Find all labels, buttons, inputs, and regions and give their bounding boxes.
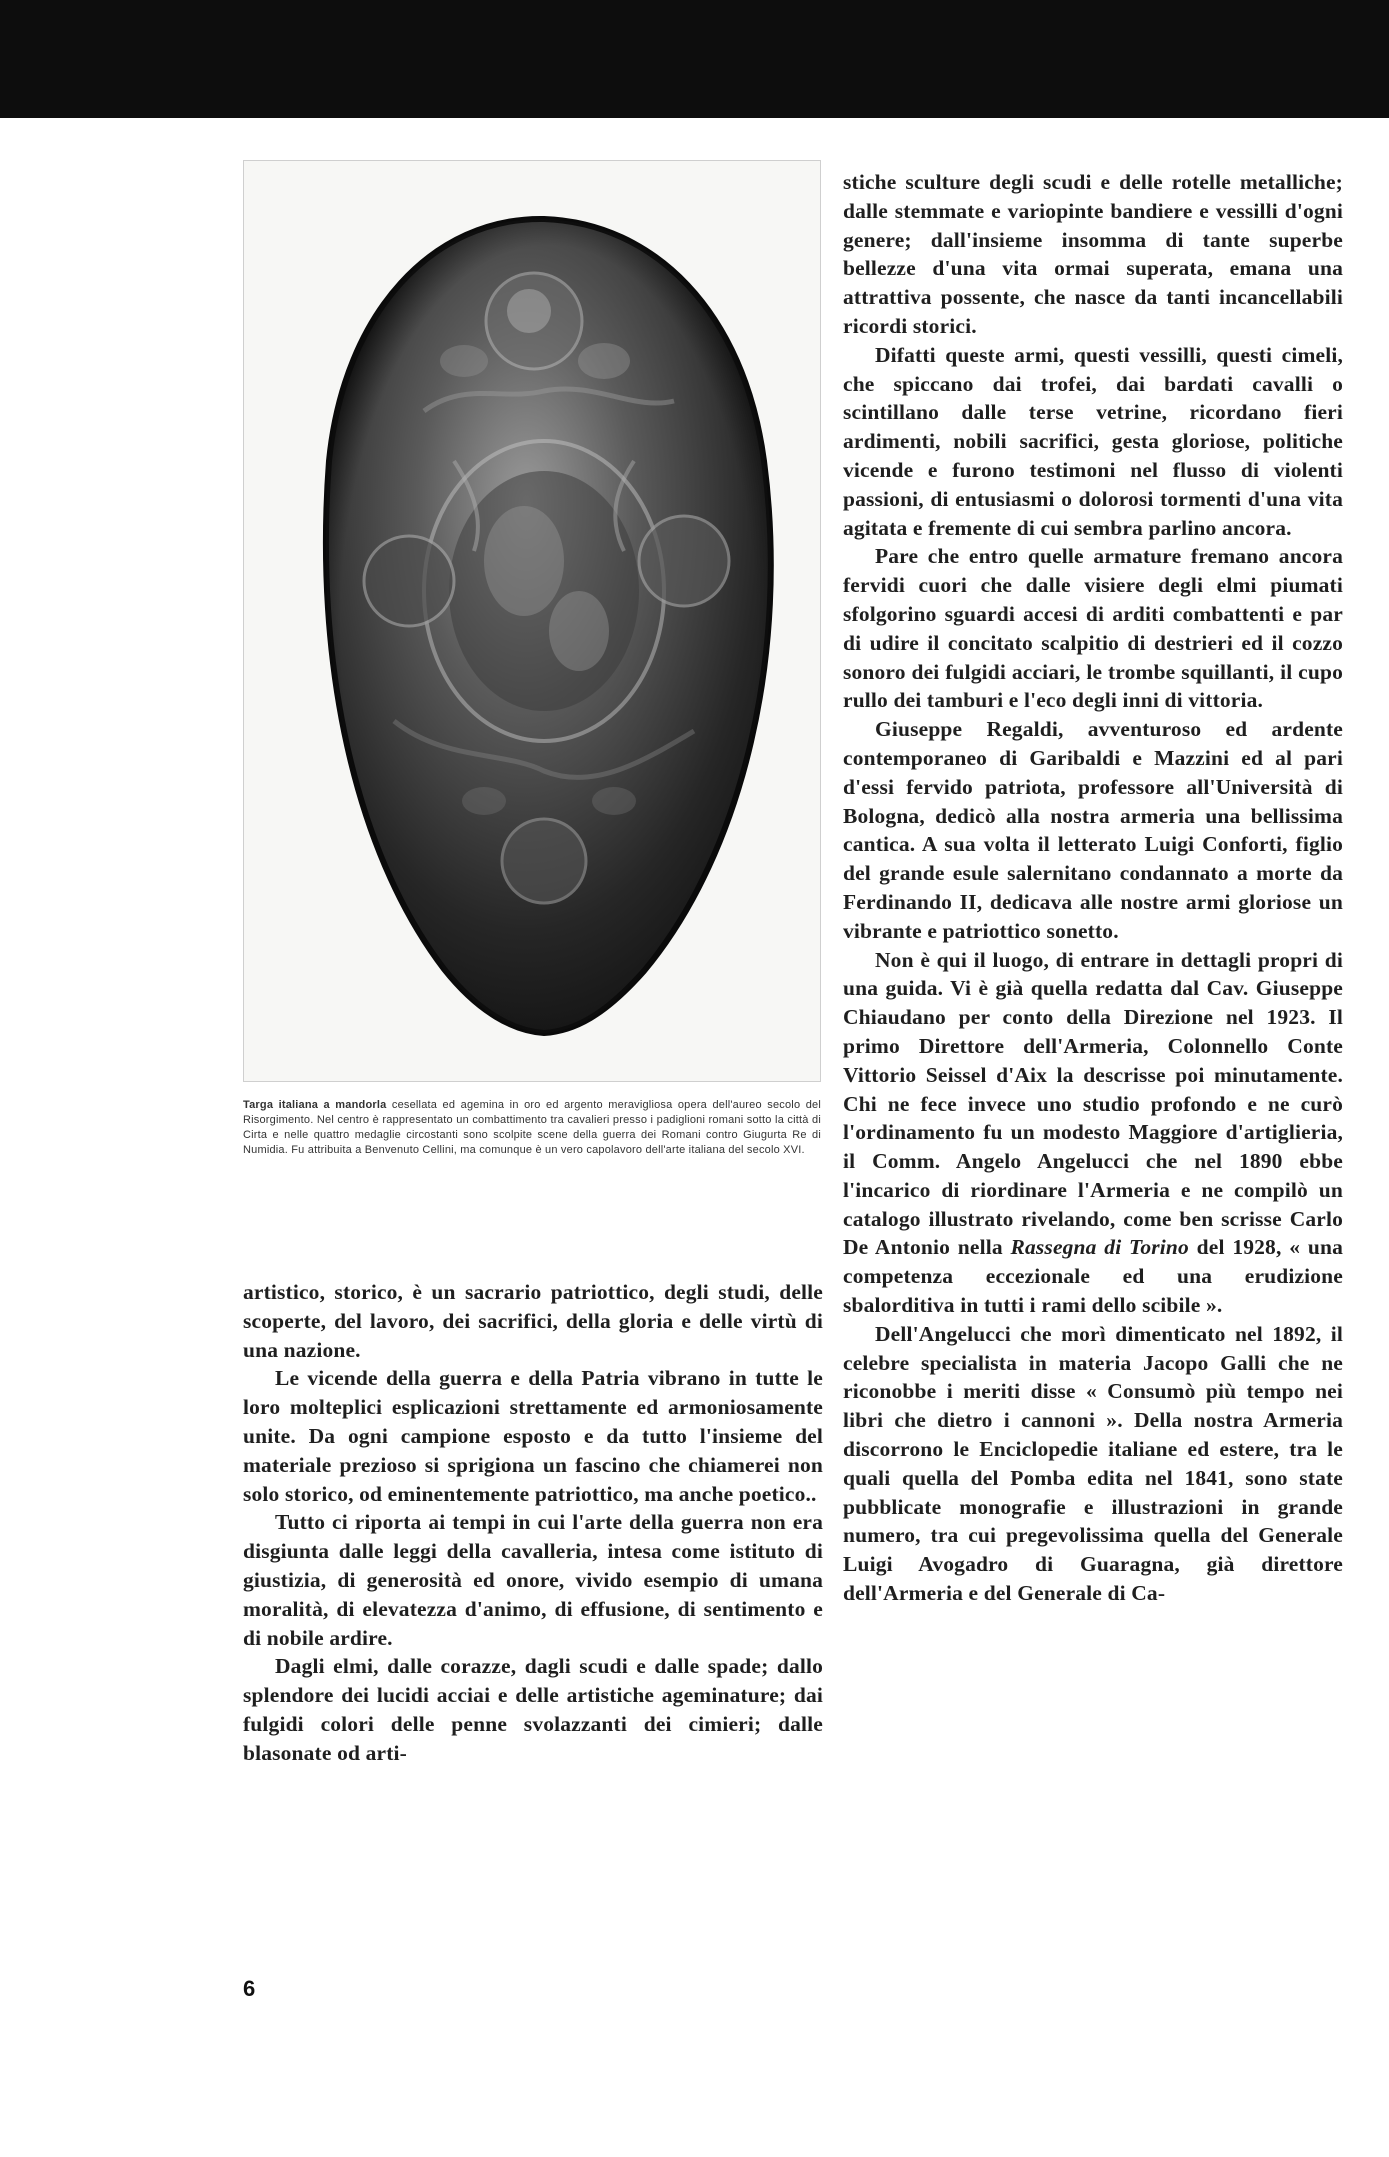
medallion-bottom [502, 819, 586, 903]
top-black-band [0, 0, 1389, 118]
figure-caption [243, 1098, 821, 1158]
rassegna-title: Rassegna di Torino [1010, 1235, 1189, 1260]
caption-text: cesellata ed agemina in oro ed argento meravigliosa opera dell'aureo secolo del Risorgimento. Nel centro è rappresentato un combattimento tra cavalieri presso i padiglioni romani sotto la città di Cirta e nelle quattro medaglie circostanti sono scolpite scene della guerra dei Romani contro Giugurta Re di Numidia. Fu attribuita a Benvenuto Cellini, ma comunque è un vero capolavoro dell'arte italiana del secolo XVI. [243, 1099, 821, 1156]
medallion-right [639, 516, 729, 606]
left-paragraph-1: artistico, storico, è un sacrario patriottico, degli studi, delle scoperte, del lavoro, dei sacrifici, della gloria e delle virtù di una nazione. [243, 1280, 823, 1362]
right-paragraph-4: Giuseppe Regaldi, avventuroso ed ardente contemporaneo di Garibaldi e Mazzini ed al pari d'essi fervido patriota, professore all'Università di Bologna, dedicò alla nostra armeria una bellissima cantica. A sua volta il letterato Luigi Conforti, figlio del grande esule salernitano condannato a morte da Ferdinando II, dedicava alle nostre armi gloriose un vibrante e patriottico sonetto. [843, 717, 1343, 943]
left-paragraph-4: Dagli elmi, dalle corazze, dagli scudi e dalle spade; dallo splendore dei lucidi acciai e delle artistiche ageminature; dai fulgidi colori delle penne svolazzanti dei cimieri; dalle blasonate od arti- [243, 1654, 823, 1765]
right-paragraph-5-tail: del 1928, « una competenza eccezionale ed una erudizione sbalorditiva in tutti i rami dello scibile ». [843, 1235, 1343, 1318]
left-column-text [243, 1278, 823, 1768]
left-paragraph-3: Tutto ci riporta ai tempi in cui l'arte della guerra non era disgiunta dalle leggi della cavalleria, intesa come istituto di giustizia, di generosità ed onore, vivido esempio di umana moralità, di elevatezza d'animo, di effusione, di sentimento e di nobile ardire. [243, 1510, 823, 1650]
right-paragraph-5 [843, 946, 1343, 1320]
caption-title: Targa italiana a mandorla [243, 1099, 387, 1111]
medallion-left [364, 536, 454, 626]
left-paragraph-2: Le vicende della guerra e della Patria vibrano in tutte le loro molteplici esplicazioni strettamente ed armoniosamente unite. Da ogni campione esposto e da tutto l'insieme del materiale prezioso si sprigiona un fascino che chiamerei non solo storico, od eminentemente patriottico, ma anche poetico.. [243, 1366, 823, 1506]
right-paragraph-6: Dell'Angelucci che morì dimenticato nel 1892, il celebre specialista in materia Jacopo Galli che ne riconobbe i meriti disse « Consumò più tempo nei libri che dietro i cannoni ». Della nostra Armeria discorrono le Enciclopedie italiane ed estere, tra le quali quella del Pomba edita nel 1841, sono state pubblicate monografie e illustrazioni in grande numero, tra cui pregevolissima quella del Generale Luigi Avogadro di Guaragna, già direttore dell'Armeria e del Generale di Ca- [843, 1321, 1343, 1606]
right-paragraph-1: stiche sculture degli scudi e delle rotelle metalliche; dalle stemmate e variopinte bandiere e vessilli d'ogni genere; dall'insieme insomma di tante superbe bellezze d'una vita ormai superata, emana una attrattiva possente, che nasce da tanti incancellabili ricordi storici. [843, 170, 1343, 338]
left-column-figure [243, 160, 823, 1158]
right-column-text [843, 168, 1343, 1608]
shield-photograph [243, 160, 821, 1082]
page-number: 6 [243, 1976, 256, 2001]
right-paragraph-3: Pare che entro quelle armature fremano ancora fervidi cuori che dalle visiere degli elmi piumati sfolgorino sguardi accesi di arditi combattenti e par di udire il concitato scalpitio di destrieri ed il cozzo sonoro dei fulgidi acciari, le trombe squillanti, il cupo rullo dei tamburi e l'eco degli inni di vittoria. [843, 544, 1343, 713]
right-paragraph-2: Difatti queste armi, questi vessilli, questi cimeli, che spiccano dai trofei, dai bardati cavalli o scintillano dalle terse vetrine, ricordano fieri ardimenti, nobili sacrifici, gesta gloriose, politiche vicende e furono testimoni nel flusso di violenti passioni, di entusiasmi o dolorosi tormenti d'una vita agitata e fremente di cui sembra parlino ancora. [843, 342, 1343, 540]
right-paragraph-5-text: Non è qui il luogo, di entrare in dettagli propri di una guida. Vi è già quella redatta dal Cav. Giuseppe Chiaudano per conto della Direzione nel 1923. Il primo Direttore dell'Armeria, Colonnello Conte Vittorio Seissel d'Aix la descrisse poi minutamente. Chi ne fece invece uno studio profondo e ne curò l'ordinamento fu un modesto Maggiore d'artiglieria, il Comm. Angelo Angelucci che nel 1890 ebbe l'incarico di riordinare l'Armeria e ne compilò un catalogo illustrato rivelando, come ben scrisse Carlo De Antonio nella [843, 947, 1343, 1260]
almond-shield-image [244, 161, 821, 1082]
